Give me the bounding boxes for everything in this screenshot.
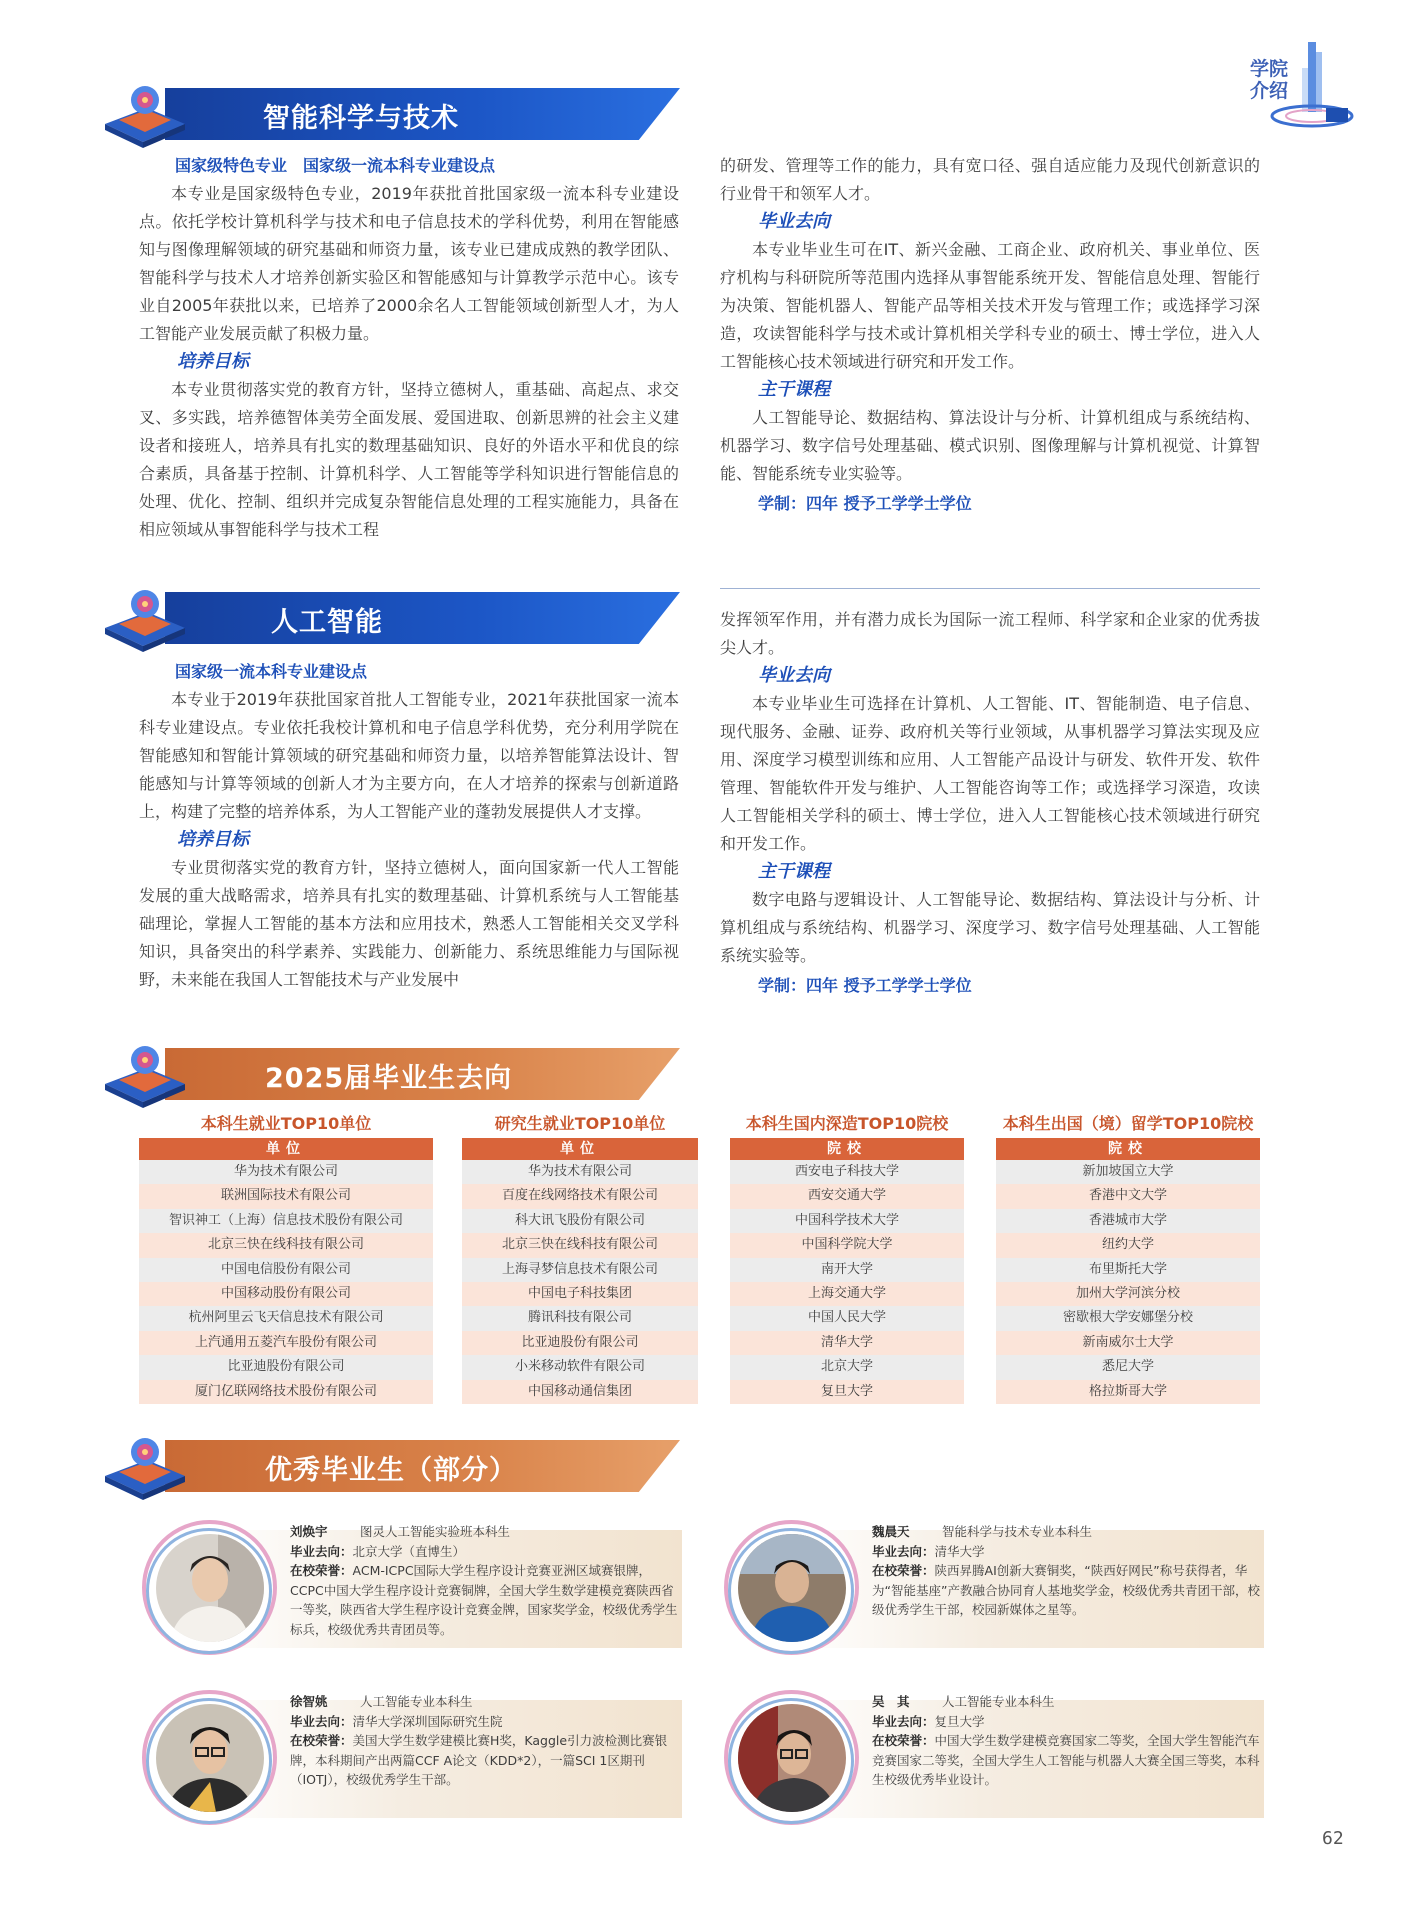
graduate-name: 徐智姚 <box>290 1694 328 1709</box>
graduate-photo <box>156 1704 264 1812</box>
section1-course-title: 主干课程 <box>758 379 830 400</box>
section-header-ai <box>95 580 685 650</box>
section2-intro: 本专业于2019年获批国家首批人工智能专业，2021年获批国家一流本科专业建设点。专业依托我校计算机和电子信息学科优势，充分利用学院在智能感知和智能计算领域的研究基础和师资力量，以培养智能算法设计、智能感知与计算等领域的创新人才为主要方向，在人才培养的探索与创新道路上，构建了完整的培养体系，为人工智能产业的蓬勃发展提供人才支撑。 <box>139 690 679 821</box>
table-row: 科大讯飞股份有限公司 <box>462 1209 698 1233</box>
graduate-major: 智能科学与技术专业本科生 <box>942 1524 1093 1539</box>
graduate-info <box>290 1692 682 1790</box>
table-title: 本科生出国（境）留学TOP10院校 <box>1002 1114 1254 1133</box>
table-row: 上海寻梦信息技术有限公司 <box>462 1258 698 1282</box>
table-row: 北京大学 <box>730 1355 964 1379</box>
graduate-photo <box>156 1534 264 1642</box>
table-row: 比亚迪股份有限公司 <box>139 1355 433 1379</box>
section-header-graduates-2025 <box>95 1036 685 1106</box>
table-header: 院校 <box>730 1138 964 1160</box>
section2-career-title: 毕业去向 <box>758 665 830 686</box>
corner-text-line2: 介绍 <box>1250 80 1289 102</box>
table-row: 清华大学 <box>730 1331 964 1355</box>
table-row: 香港中文大学 <box>996 1184 1260 1208</box>
section-title: 智能科学与技术 <box>263 103 459 134</box>
graduate-card <box>142 1690 682 1815</box>
table-row: 布里斯托大学 <box>996 1258 1260 1282</box>
section2-career: 本专业毕业生可选择在计算机、人工智能、IT、智能制造、电子信息、现代服务、金融、证券、政府机关等行业领域，从事机器学习算法实现及应用、深度学习模型训练和应用、人工智能产品设计与研发、软件开发、软件管理、智能软件开发与维护、人工智能咨询等工作；或选择学习深造，攻读人工智能相关学科的硕士、博士学位，进入人工智能核心技术领域进行研究和开发工作。 <box>720 694 1260 853</box>
honor-label: 在校荣誉： <box>290 1563 353 1578</box>
table-row: 格拉斯哥大学 <box>996 1380 1260 1404</box>
section-title: 优秀毕业生（部分） <box>265 1455 517 1486</box>
table-row: 新加坡国立大学 <box>996 1160 1260 1184</box>
section-header-outstanding-graduates <box>95 1428 685 1498</box>
destination-label: 毕业去向： <box>872 1543 935 1559</box>
graduate-name: 魏晨天 <box>872 1524 910 1539</box>
graduate-major: 人工智能专业本科生 <box>942 1694 1055 1709</box>
graduate-honors: 美国大学生数学建模比赛H奖，Kaggle引力波检测比赛银牌，本科期间产出两篇CCF A论文（KDD*2），一篇SCI 1区期刊（IOTJ），校级优秀学生干部。 <box>290 1733 668 1787</box>
destination-label: 毕业去向： <box>872 1713 935 1729</box>
graduate-destination: 北京大学（直博生） <box>352 1543 466 1559</box>
corner-text-line1: 学院 <box>1250 58 1289 80</box>
table-row: 中国科学技术大学 <box>730 1209 964 1233</box>
table-row: 悉尼大学 <box>996 1355 1260 1379</box>
table-row: 中国移动通信集团 <box>462 1380 698 1404</box>
section2-degree: 学制：四年 授予工学学士学位 <box>758 976 972 995</box>
section1-course: 人工智能导论、数据结构、算法设计与分析、计算机组成与系统结构、机器学习、数字信号处理基础、模式识别、图像理解与计算机视觉、计算智能、智能系统专业实验等。 <box>720 408 1260 483</box>
graduate-name: 刘焕宇 <box>290 1524 328 1539</box>
table-header: 院校 <box>996 1138 1260 1160</box>
page-number: 62 <box>1322 1828 1344 1849</box>
table-row: 南开大学 <box>730 1258 964 1282</box>
graduate-info <box>872 1692 1264 1790</box>
graduate-name: 吴 其 <box>872 1694 910 1709</box>
destination-label: 毕业去向： <box>290 1543 353 1559</box>
table-row: 上汽通用五菱汽车股份有限公司 <box>139 1331 433 1355</box>
table-row: 杭州阿里云飞天信息技术有限公司 <box>139 1306 433 1330</box>
graduate-card <box>724 1520 1264 1645</box>
table-row: 联洲国际技术有限公司 <box>139 1184 433 1208</box>
destination-label: 毕业去向： <box>290 1713 353 1729</box>
table-row: 中国电信股份有限公司 <box>139 1258 433 1282</box>
graduate-destination: 复旦大学 <box>934 1713 985 1729</box>
section2-tag: 国家级一流本科专业建设点 <box>175 662 368 681</box>
table-title: 研究生就业TOP10单位 <box>494 1114 666 1133</box>
section-title: 人工智能 <box>271 607 383 638</box>
table-title: 本科生国内深造TOP10院校 <box>745 1114 949 1133</box>
honor-label: 在校荣誉： <box>872 1733 935 1748</box>
section1-goal: 本专业贯彻落实党的教育方针，坚持立德树人，重基础、高起点、求交叉、多实践，培养德智体美劳全面发展、爱国进取、创新思辨的社会主义建设者和接班人，培养具有扎实的数理基础知识、良好的外语水平和优良的综合素质，具备基于控制、计算机科学、人工智能等学科知识进行智能信息的处理、优化、控制、组织并完成复杂智能信息处理的工程实施能力，具备在相应领域从事智能科学与技术工程 <box>139 380 679 539</box>
section2-right-column <box>720 606 1260 1000</box>
honor-label: 在校荣誉： <box>290 1733 353 1748</box>
section2-left-column <box>139 658 679 994</box>
graduate-info <box>872 1522 1264 1620</box>
corner-logo <box>1236 38 1356 138</box>
section1-right-column <box>720 152 1260 518</box>
section1-left-column <box>139 152 679 544</box>
table-row: 新南威尔士大学 <box>996 1331 1260 1355</box>
section1-goal-continued: 的研发、管理等工作的能力，具有宽口径、强自适应能力及现代创新意识的行业骨干和领军人才。 <box>720 156 1260 203</box>
honor-label: 在校荣誉： <box>872 1563 935 1578</box>
table-row: 中国移动股份有限公司 <box>139 1282 433 1306</box>
table-overseas-study <box>996 1112 1260 1404</box>
graduate-honors: 陕西昇腾AI创新大赛铜奖，“陕西好网民”称号获得者，华为“智能基座”产教融合协同育人基地奖学金，校级优秀共青团干部，校级优秀学生干部，校园新媒体之星等。 <box>872 1563 1260 1617</box>
table-title: 本科生就业TOP10单位 <box>200 1114 372 1133</box>
table-row: 百度在线网络技术有限公司 <box>462 1184 698 1208</box>
section1-career: 本专业毕业生可在IT、新兴金融、工商企业、政府机关、事业单位、医疗机构与科研院所等范围内选择从事智能系统开发、智能信息处理、智能行为决策、智能机器人、智能产品等相关技术开发与管理工作；或选择学习深造，攻读智能科学与技术或计算机相关学科专业的硕士、博士学位，进入人工智能核心技术领域进行研究和开发工作。 <box>720 240 1260 371</box>
section-header-intelligent-science <box>95 76 685 146</box>
section-divider <box>720 588 1260 589</box>
section1-degree: 学制：四年 授予工学学士学位 <box>758 494 972 513</box>
table-row: 小米移动软件有限公司 <box>462 1355 698 1379</box>
chip-globe-icon <box>95 1424 191 1504</box>
section-header-bar <box>165 592 680 644</box>
graduate-photo <box>738 1534 846 1642</box>
graduate-major: 人工智能专业本科生 <box>360 1694 473 1709</box>
graduate-photo <box>738 1704 846 1812</box>
table-row: 西安交通大学 <box>730 1184 964 1208</box>
graduate-destination: 清华大学深圳国际研究生院 <box>352 1713 503 1729</box>
table-row: 华为技术有限公司 <box>462 1160 698 1184</box>
table-row: 西安电子科技大学 <box>730 1160 964 1184</box>
section1-intro: 本专业是国家级特色专业，2019年获批首批国家级一流本科专业建设点。依托学校计算机科学与技术和电子信息技术的学科优势，利用在智能感知与图像理解领域的研究基础和师资力量，该专业已建成成熟的教学团队、智能科学与技术人才培养创新实验区和智能感知与计算教学示范中心。该专业自2005年获批以来，已培养了2000余名人工智能领域创新型人才，为人工智能产业发展贡献了积极力量。 <box>139 184 679 343</box>
table-domestic-study <box>730 1112 964 1404</box>
section1-career-title: 毕业去向 <box>758 211 830 232</box>
table-header: 单位 <box>462 1138 698 1160</box>
table-row: 比亚迪股份有限公司 <box>462 1331 698 1355</box>
graduate-major: 图灵人工智能实验班本科生 <box>360 1524 511 1539</box>
section1-tag: 国家级特色专业 国家级一流本科专业建设点 <box>175 156 496 175</box>
table-row: 中国电子科技集团 <box>462 1282 698 1306</box>
table-row: 北京三快在线科技有限公司 <box>462 1233 698 1257</box>
table-row: 腾讯科技有限公司 <box>462 1306 698 1330</box>
table-header: 单位 <box>139 1138 433 1160</box>
graduate-card <box>724 1690 1264 1815</box>
table-row: 厦门亿联网络技术股份有限公司 <box>139 1380 433 1404</box>
graduate-info <box>290 1522 682 1639</box>
table-row: 香港城市大学 <box>996 1209 1260 1233</box>
section2-goal-continued: 发挥领军作用，并有潜力成长为国际一流工程师、科学家和企业家的优秀拔尖人才。 <box>720 610 1260 657</box>
table-row: 复旦大学 <box>730 1380 964 1404</box>
chip-globe-icon <box>95 1032 191 1112</box>
section2-course: 数字电路与逻辑设计、人工智能导论、数据结构、算法设计与分析、计算机组成与系统结构、机器学习、深度学习、数字信号处理基础、人工智能系统实验等。 <box>720 890 1260 965</box>
table-grad-employment <box>462 1112 698 1404</box>
table-row: 密歇根大学安娜堡分校 <box>996 1306 1260 1330</box>
table-undergrad-employment <box>139 1112 433 1404</box>
table-row: 中国人民大学 <box>730 1306 964 1330</box>
table-row: 纽约大学 <box>996 1233 1260 1257</box>
section-title: 2025届毕业生去向 <box>265 1063 513 1094</box>
graduate-destination: 清华大学 <box>934 1543 985 1559</box>
table-row: 华为技术有限公司 <box>139 1160 433 1184</box>
table-row: 中国科学院大学 <box>730 1233 964 1257</box>
table-row: 北京三快在线科技有限公司 <box>139 1233 433 1257</box>
section2-goal-title: 培养目标 <box>177 829 249 850</box>
section2-goal: 专业贯彻落实党的教育方针，坚持立德树人，面向国家新一代人工智能发展的重大战略需求，培养具有扎实的数理基础、计算机系统与人工智能基础理论，掌握人工智能的基本方法和应用技术，熟悉人工智能相关交叉学科知识，具备突出的科学素养、实践能力、创新能力、系统思维能力与国际视野，未来能在我国人工智能技术与产业发展中 <box>139 858 679 989</box>
graduate-honors: 中国大学生数学建模竞赛国家二等奖，全国大学生智能汽车竞赛国家二等奖，全国大学生人工智能与机器人大赛全国三等奖，本科生校级优秀毕业设计。 <box>872 1733 1260 1787</box>
graduate-card <box>142 1520 682 1645</box>
table-row: 上海交通大学 <box>730 1282 964 1306</box>
graduate-honors: ACM-ICPC国际大学生程序设计竞赛亚洲区域赛银牌，CCPC中国大学生程序设计竞赛铜牌，全国大学生数学建模竞赛陕西省一等奖，陕西省大学生程序设计竞赛金牌，国家奖学金，校级优秀学生标兵，校级优秀共青团员等。 <box>290 1563 678 1637</box>
table-row: 智识神工（上海）信息技术股份有限公司 <box>139 1209 433 1233</box>
section1-goal-title: 培养目标 <box>177 351 249 372</box>
section2-course-title: 主干课程 <box>758 861 830 882</box>
table-row: 加州大学河滨分校 <box>996 1282 1260 1306</box>
chip-globe-icon <box>95 72 191 152</box>
chip-globe-icon <box>95 576 191 656</box>
